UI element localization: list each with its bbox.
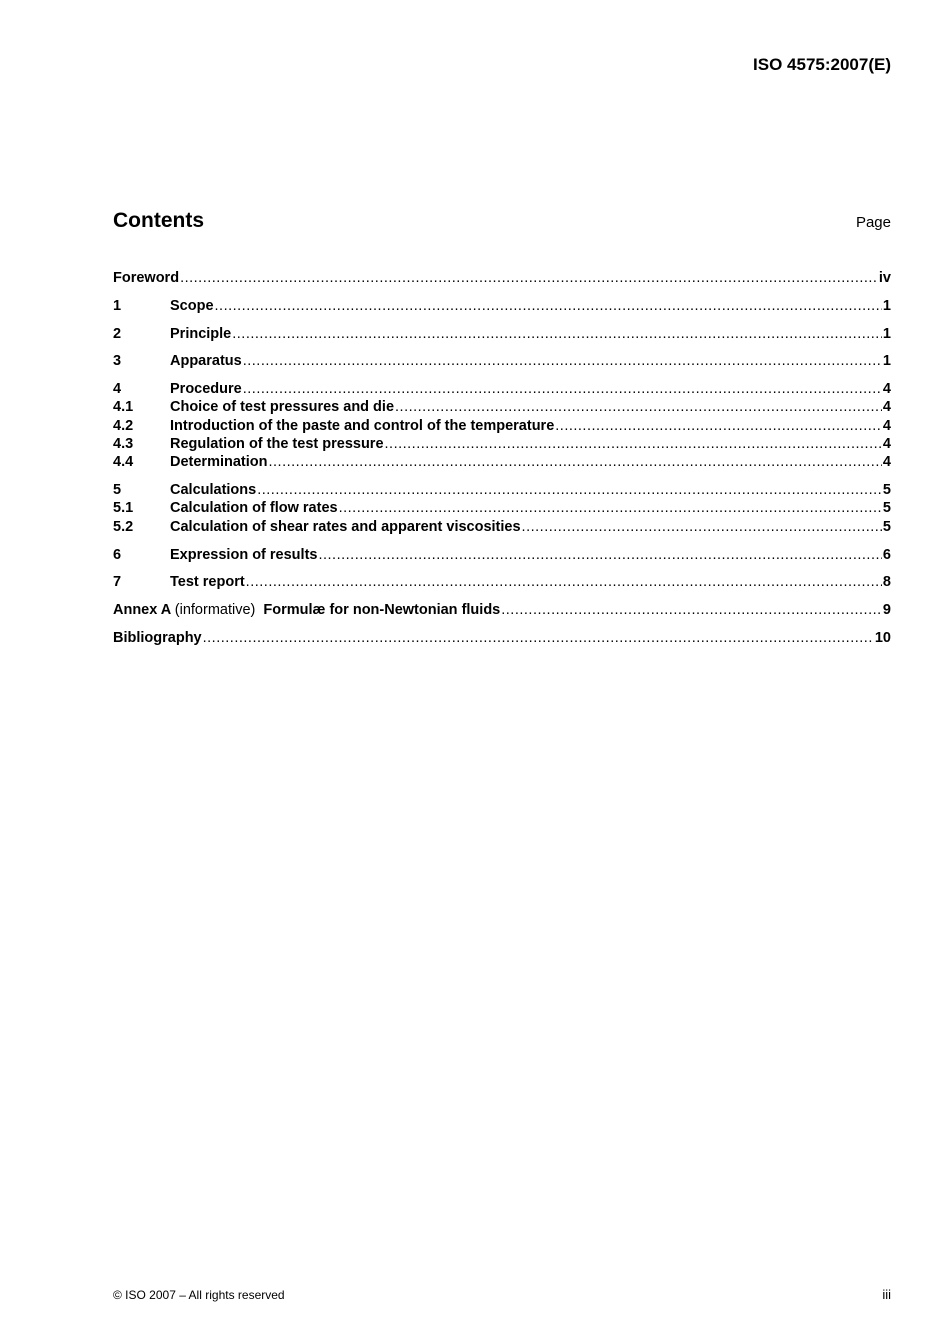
toc-entry-page: 5 bbox=[882, 482, 891, 499]
toc-entry-number: 4 bbox=[113, 381, 122, 398]
toc-group bbox=[113, 297, 891, 315]
toc-entry-title: Bibliography bbox=[113, 629, 202, 646]
toc-entry-number: 3 bbox=[113, 353, 122, 370]
toc-entry-title: Calculation of shear rates and apparent viscosities bbox=[170, 518, 521, 535]
toc-entry-number: 5.2 bbox=[113, 518, 134, 535]
toc-entry[interactable] bbox=[113, 269, 891, 287]
toc-entry-number: 7 bbox=[113, 574, 122, 591]
toc-group bbox=[113, 352, 891, 370]
annex-type-note: (informative) bbox=[174, 602, 256, 619]
toc-entry-number: 4.1 bbox=[113, 399, 134, 416]
dot-leader bbox=[215, 297, 882, 315]
toc-entry-number: 5 bbox=[113, 482, 122, 499]
toc-entry-title: Calculations bbox=[170, 482, 257, 499]
page-column-label: Page bbox=[855, 214, 891, 231]
toc-entry[interactable] bbox=[113, 481, 891, 499]
toc-group bbox=[113, 546, 891, 564]
toc-group bbox=[113, 380, 891, 471]
toc-entry-title: Apparatus bbox=[170, 353, 242, 370]
toc-entry-page: 4 bbox=[882, 399, 891, 416]
toc-entry-page: 6 bbox=[882, 546, 891, 563]
dot-leader bbox=[257, 481, 882, 499]
contents-title: Contents bbox=[113, 209, 204, 232]
annex-title: Formulæ for non-Newtonian fluids bbox=[263, 602, 501, 619]
toc-entry-page: 4 bbox=[882, 436, 891, 453]
dot-leader bbox=[243, 380, 882, 398]
toc-entry[interactable] bbox=[113, 325, 891, 343]
toc-entry-title: Choice of test pressures and die bbox=[170, 399, 395, 416]
annex-label: Annex A bbox=[113, 602, 171, 619]
toc-entry-title: Procedure bbox=[170, 381, 242, 398]
toc-entry[interactable] bbox=[113, 573, 891, 591]
toc-entry-title: Determination bbox=[170, 454, 268, 471]
toc-entry[interactable] bbox=[113, 380, 891, 398]
toc-entry-number: 6 bbox=[113, 546, 122, 563]
toc-entry-page: iv bbox=[878, 270, 891, 286]
toc-entry[interactable] bbox=[113, 398, 891, 416]
dot-leader bbox=[318, 546, 881, 564]
toc-entry-page: 10 bbox=[874, 629, 891, 646]
toc-entry-number: 2 bbox=[113, 325, 122, 342]
toc-entry[interactable] bbox=[113, 417, 891, 435]
toc-group bbox=[113, 481, 891, 536]
toc-group bbox=[113, 573, 891, 591]
toc-entry-page: 4 bbox=[882, 381, 891, 398]
dot-leader bbox=[180, 269, 878, 287]
copyright-notice: © ISO 2007 – All rights reserved bbox=[113, 1288, 285, 1302]
toc-entry[interactable] bbox=[113, 629, 891, 647]
toc-entry-page: 1 bbox=[882, 297, 891, 314]
toc-entry[interactable] bbox=[113, 518, 891, 536]
toc-group bbox=[113, 325, 891, 343]
toc-entry-title: Expression of results bbox=[170, 546, 318, 563]
toc-entry[interactable] bbox=[113, 352, 891, 370]
toc-entry-number: 4.4 bbox=[113, 454, 134, 471]
page-number: iii bbox=[882, 1287, 891, 1302]
dot-leader bbox=[203, 629, 874, 647]
toc-entry-page: 8 bbox=[882, 574, 891, 591]
contents-heading-row bbox=[113, 209, 891, 233]
dot-leader bbox=[243, 352, 882, 370]
toc-entry-page: 5 bbox=[882, 518, 891, 535]
toc-entry-page: 1 bbox=[882, 325, 891, 342]
toc-group bbox=[113, 269, 891, 287]
toc-entry-number: 4.2 bbox=[113, 417, 134, 434]
dot-leader bbox=[555, 417, 882, 435]
toc-entry-number: 4.3 bbox=[113, 436, 134, 453]
toc-entry-number: 5.1 bbox=[113, 500, 134, 517]
toc-entry-title: Principle bbox=[170, 325, 232, 342]
dot-leader bbox=[269, 453, 882, 471]
toc-entry-title: Introduction of the paste and control of the temperature bbox=[170, 417, 555, 434]
dot-leader bbox=[232, 325, 882, 343]
toc-entry[interactable] bbox=[113, 297, 891, 315]
dot-leader bbox=[385, 435, 882, 453]
dot-leader bbox=[501, 601, 882, 619]
table-of-contents bbox=[113, 269, 891, 657]
toc-entry[interactable] bbox=[113, 601, 891, 619]
toc-entry[interactable] bbox=[113, 499, 891, 517]
toc-entry-title: Calculation of flow rates bbox=[170, 500, 338, 517]
toc-group bbox=[113, 601, 891, 619]
toc-entry-number: 1 bbox=[113, 297, 122, 314]
dot-leader bbox=[395, 398, 882, 416]
toc-entry-title: Test report bbox=[170, 574, 245, 591]
dot-leader bbox=[339, 499, 882, 517]
toc-entry-title: Regulation of the test pressure bbox=[170, 436, 384, 453]
toc-entry-page: 5 bbox=[882, 500, 891, 517]
dot-leader bbox=[246, 573, 882, 591]
toc-entry[interactable] bbox=[113, 546, 891, 564]
toc-entry-title: Scope bbox=[170, 297, 214, 314]
doc-reference: ISO 4575:2007(E) bbox=[753, 55, 891, 74]
toc-entry-page: 9 bbox=[882, 602, 891, 619]
toc-entry-title: Foreword bbox=[113, 270, 180, 286]
toc-entry[interactable] bbox=[113, 435, 891, 453]
dot-leader bbox=[522, 518, 882, 536]
toc-entry-title bbox=[113, 601, 500, 619]
toc-group bbox=[113, 629, 891, 647]
toc-entry-page: 4 bbox=[882, 417, 891, 434]
toc-entry[interactable] bbox=[113, 453, 891, 471]
toc-entry-page: 1 bbox=[882, 353, 891, 370]
toc-entry-page: 4 bbox=[882, 454, 891, 471]
